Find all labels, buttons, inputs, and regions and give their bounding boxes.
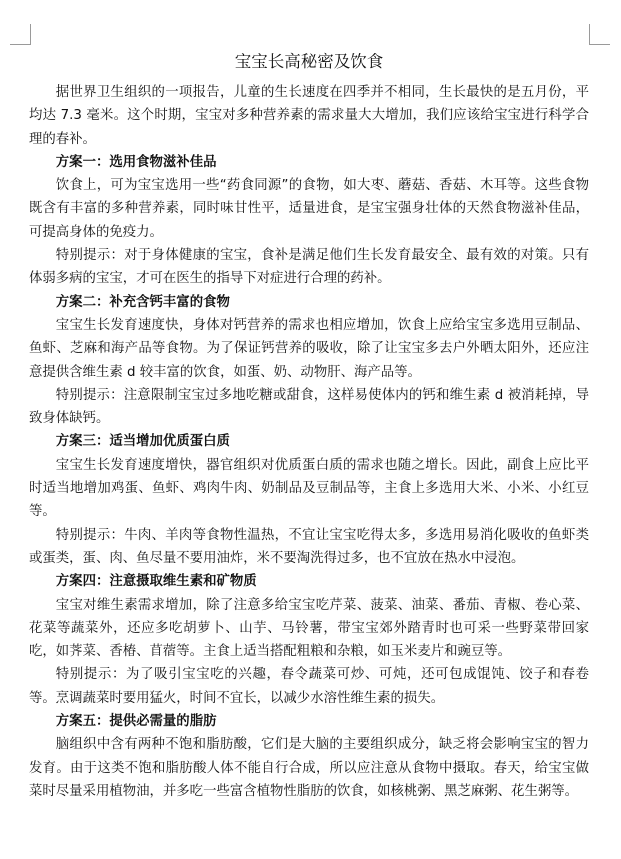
section-1-body: 饮食上，可为宝宝选用一些“药食同源”的食物，如大枣、蘑菇、香菇、木耳等。这些食物既含有丰富的多种营养素，同时味甘性平，适量进食，是宝宝强身壮体的天然食物滋补佳品，可提高身体的免疫力。 (29, 178, 589, 240)
section-4-body: 宝宝对维生素需求增加，除了注意多给宝宝吃芹菜、菠菜、油菜、番茄、青椒、卷心菜、花菜等蔬菜外，还应多吃胡萝卜、山芋、马铃薯，带宝宝郊外踏青时也可采一些野菜带回家吃，如荠菜、香椿、苜蓿等。主食上适当搭配粗粮和杂粮，如玉米麦片和豌豆等。 (29, 597, 589, 660)
intro-paragraph: 据世界卫生组织的一项报告，儿童的生长速度在四季并不相同，生长最快的是五月份，平均达 7.3 毫米。这个时期，宝宝对多种营养素的需求量大大增加，我们应该给宝宝进行科学合理的春补。 (29, 85, 589, 147)
section-4-tip: 特别提示：为了吸引宝宝吃的兴趣，春令蔬菜可炒、可炖，还可包成馄饨、饺子和春卷等。烹调蔬菜时要用猛火，时间不宜长，以减少水溶性维生素的损失。 (29, 667, 589, 706)
section-5-heading: 方案五：提供必需量的脂肪 (55, 714, 217, 730)
document-title: 宝宝长高秘密及饮食 (234, 52, 384, 71)
document-body (29, 51, 589, 803)
section-3-tip: 特别提示：牛肉、羊肉等食物性温热，不宜让宝宝吃得太多，多选用易消化吸收的鱼虾类或蛋类，蛋、肉、鱼尽量不要用油炸，米不要淘洗得过多，也不宜放在热水中浸泡。 (29, 527, 589, 566)
page-margin-corner-top-right (589, 24, 610, 45)
section-4-heading: 方案四：注意摄取维生素和矿物质 (55, 574, 257, 590)
section-3-body: 宝宝生长发育速度增快，器官组织对优质蛋白质的需求也随之增长。因此，副食上应比平时适当地增加鸡蛋、鱼虾、鸡肉牛肉、奶制品及豆制品等，主食上多选用大米、小米、小红豆等。 (29, 457, 589, 520)
section-2-heading: 方案二：补充含钙丰富的食物 (55, 294, 230, 310)
section-5-body: 脑组织中含有两种不饱和脂肪酸，它们是大脑的主要组织成分，缺乏将会影响宝宝的智力发育。由于这类不饱和脂肪酸人体不能自行合成，所以应注意从食物中摄取。春天，给宝宝做菜时尽量采用植物油，并多吃一些富含植物性脂肪的饮食，如核桃粥、黑芝麻粥、花生粥等。 (29, 737, 589, 799)
section-2-body: 宝宝生长发育速度快，身体对钙营养的需求也相应增加，饮食上应给宝宝多选用豆制品、鱼虾、芝麻和海产品等食物。为了保证钙营养的吸收，除了让宝宝多去户外晒太阳外，还应注意提供含维生素 d 较丰富的饮食，如蛋、奶、动物肝、海产品等。 (29, 317, 589, 380)
section-1-heading: 方案一：选用食物滋补佳品 (55, 154, 217, 170)
section-1-tip: 特别提示：对于身体健康的宝宝，食补是满足他们生长发育最安全、最有效的对策。只有体弱多病的宝宝，才可在医生的指导下对症进行合理的药补。 (29, 248, 589, 287)
section-2-tip: 特别提示：注意限制宝宝过多地吃糖或甜食，这样易使体内的钙和维生素 d 被消耗掉，导致身体缺钙。 (29, 387, 589, 427)
section-3-heading: 方案三：适当增加优质蛋白质 (55, 434, 230, 450)
page-margin-corner-top-left (10, 24, 31, 45)
